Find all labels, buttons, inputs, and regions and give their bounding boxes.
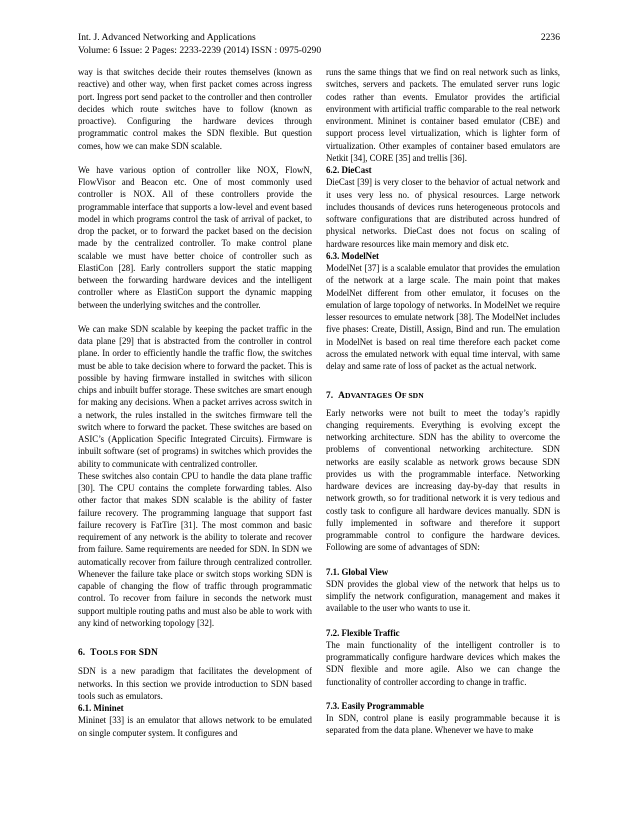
subsection-heading-global-view: 7.1. Global View xyxy=(326,566,389,577)
paragraph: Early networks were not built to meet the today’s rapidly changing requirements. Everything is evolving except the networking architecture. SDN has the ability to overcome the problems of conventional networking architecture. SDN networks are easily scalable as network grows because SDN provides us with the programmable interface. Networking hardware devices are increasing day-by-day that results in network growth, so for traditional network it is very tedious and costly task to configure all hardware devices manually. SDN is fully implemented in software and therefore it support programmable control to configure the hardware devices. Following are some of advantages of SDN: xyxy=(326,407,560,553)
subsection-heading-easily-programmable: 7.3. Easily Programmable xyxy=(326,700,424,711)
page-number: 2236 xyxy=(540,32,560,43)
paragraph: We have various option of controller like NOX, FlowN, FlowVisor and Beacon etc. One of most commonly used controller is NOX. All of these controllers provide the programmable interface that supports a low-level and event based model in which programs control the task of arrival of packet, to drop the packet, or to forward the packet based on the decision made by the centralized controller. To make control plane scalable we must have better choice of controller such as ElastiCon [28]. Early controllers support the static mapping between the forwarding hardware devices and the intelligent controller where as ElastiCon support the dynamic mapping between the underlying switches and the controller. xyxy=(78,164,312,310)
subsection-heading-flexible-traffic: 7.2. Flexible Traffic xyxy=(326,627,400,638)
paragraph: runs the same things that we find on real network such as links, switches, servers and packets. The emulated server runs logic codes rather than events. Emulator provides the artificial environment with artificial traffic comparable to the real network environment. Mininet is container based emulator (CBE) and support process level virtualization, which is lighter form of virtualization. Other examples of container based emulators are Netkit [34], CORE [35] and trellis [36]. xyxy=(326,67,560,163)
paragraph: In SDN, control plane is easily programmable because it is separated from the data plane. Whenever we have to make xyxy=(326,713,560,736)
left-column xyxy=(78,66,312,739)
paragraph: SDN provides the global view of the network that helps us to simplify the network configuration, management and makes it available to the user who wants to use it. xyxy=(326,578,560,614)
volume-info: Volume: 6 Issue: 2 Pages: 2233-2239 (2014) ISSN : 0975-0290 xyxy=(78,45,322,56)
paragraph: SDN is a new paradigm that facilitates the development of networks. In this section we provide introduction to SDN based tools such as emulators. xyxy=(78,666,312,701)
paragraph: ModelNet [37] is a scalable emulator that provides the emulation of the network at a large scale. The main point that makes ModelNet different from other emulator, it focuses on the emulation of large topology of networks. In ModelNet we require lesser resources to emulate network [38]. The ModelNet includes five phases: Create, Distill, Assign, Bind and run. The emulation in ModelNet is based on real time therefore each packet come across the emulated network with equal time interval, with same delay and same rate of loss of packet as the actual network. xyxy=(326,263,560,371)
subsection-heading-mininet: 6.1. Mininet xyxy=(78,703,124,713)
subsection-heading-diecast: 6.2. DieCast xyxy=(326,165,372,175)
subsection-heading-modelnet: 6.3. ModelNet xyxy=(326,250,379,261)
section-heading-tools: 6. TOOLS FOR SDN xyxy=(78,648,158,658)
paragraph: These switches also contain CPU to handle the data plane traffic [30]. The CPU contains the complete forwarding tables. Also other factor that makes SDN scalable is the ability of faster failure recovery. The programming language that support fast failure recovery is FatTire [31]. The most common and basic requirement of any network is the ability to tolerate and recover from failure. Same requirements are needed for SDN. In SDN we automatically recover from failure through centralized controller. Whenever the failure take place or switch stops working SDN is capable of changing the flow of traffic through programmatic control. To recover from failure in seconds the network must support multiple routing paths and must also be able to work with any kind of networking topology [32]. xyxy=(78,470,312,628)
paragraph: way is that switches decide their routes themselves (known as reactive) and other way, when first packet comes across ingress port. Ingress port send packet to the controller and then controller decides which route switches have to follow (known as proactive). Configuring the hardware devices through programmatic control makes the SDN flexible. But question comes, how we can make SDN scalable. xyxy=(78,67,312,151)
paragraph: DieCast [39] is very closer to the behavior of actual network and it uses very less no. of physical resources. Large network includes thousands of devices runs heterogeneous protocols and software configurations that are distributed across hundred of physical networks. DieCast does not focus on scaling of hardware resources like main memory and disk etc. xyxy=(326,177,560,249)
paragraph: We can make SDN scalable by keeping the packet traffic in the data plane [29] that is abstracted from the controller in control plane. In order to efficiently handle the traffic flow, the switches must be able to take decision where to forward the packet. This is possible by having firmware installed in switches with silicon chips and inbuilt buffer storage. These switches are smart enough for making any decisions. When a packet arrives across switch in a network, the rules installed in the switches firmware tell the switch where to forward the packet. These switches are based on ASIC’s (Application Specific Integrated Circuits). Firmware is inbuilt software (set of programs) in switches which provides the ability to communicate with centralized controller. xyxy=(78,323,312,469)
paragraph: Mininet [33] is an emulator that allows network to be emulated on single computer system. It configures and xyxy=(78,715,312,738)
journal-title: Int. J. Advanced Networking and Applications xyxy=(78,32,256,43)
right-column xyxy=(326,66,560,737)
section-heading-advantages: 7. ADVANTAGES OF SDN xyxy=(326,391,424,402)
paragraph: The main functionality of the intelligent controller is to programmatically configure hardware devices which makes the SDN flexible and more agile. Also we can change the functionality of controller according to change in traffic. xyxy=(326,639,560,687)
page-header xyxy=(78,31,560,57)
